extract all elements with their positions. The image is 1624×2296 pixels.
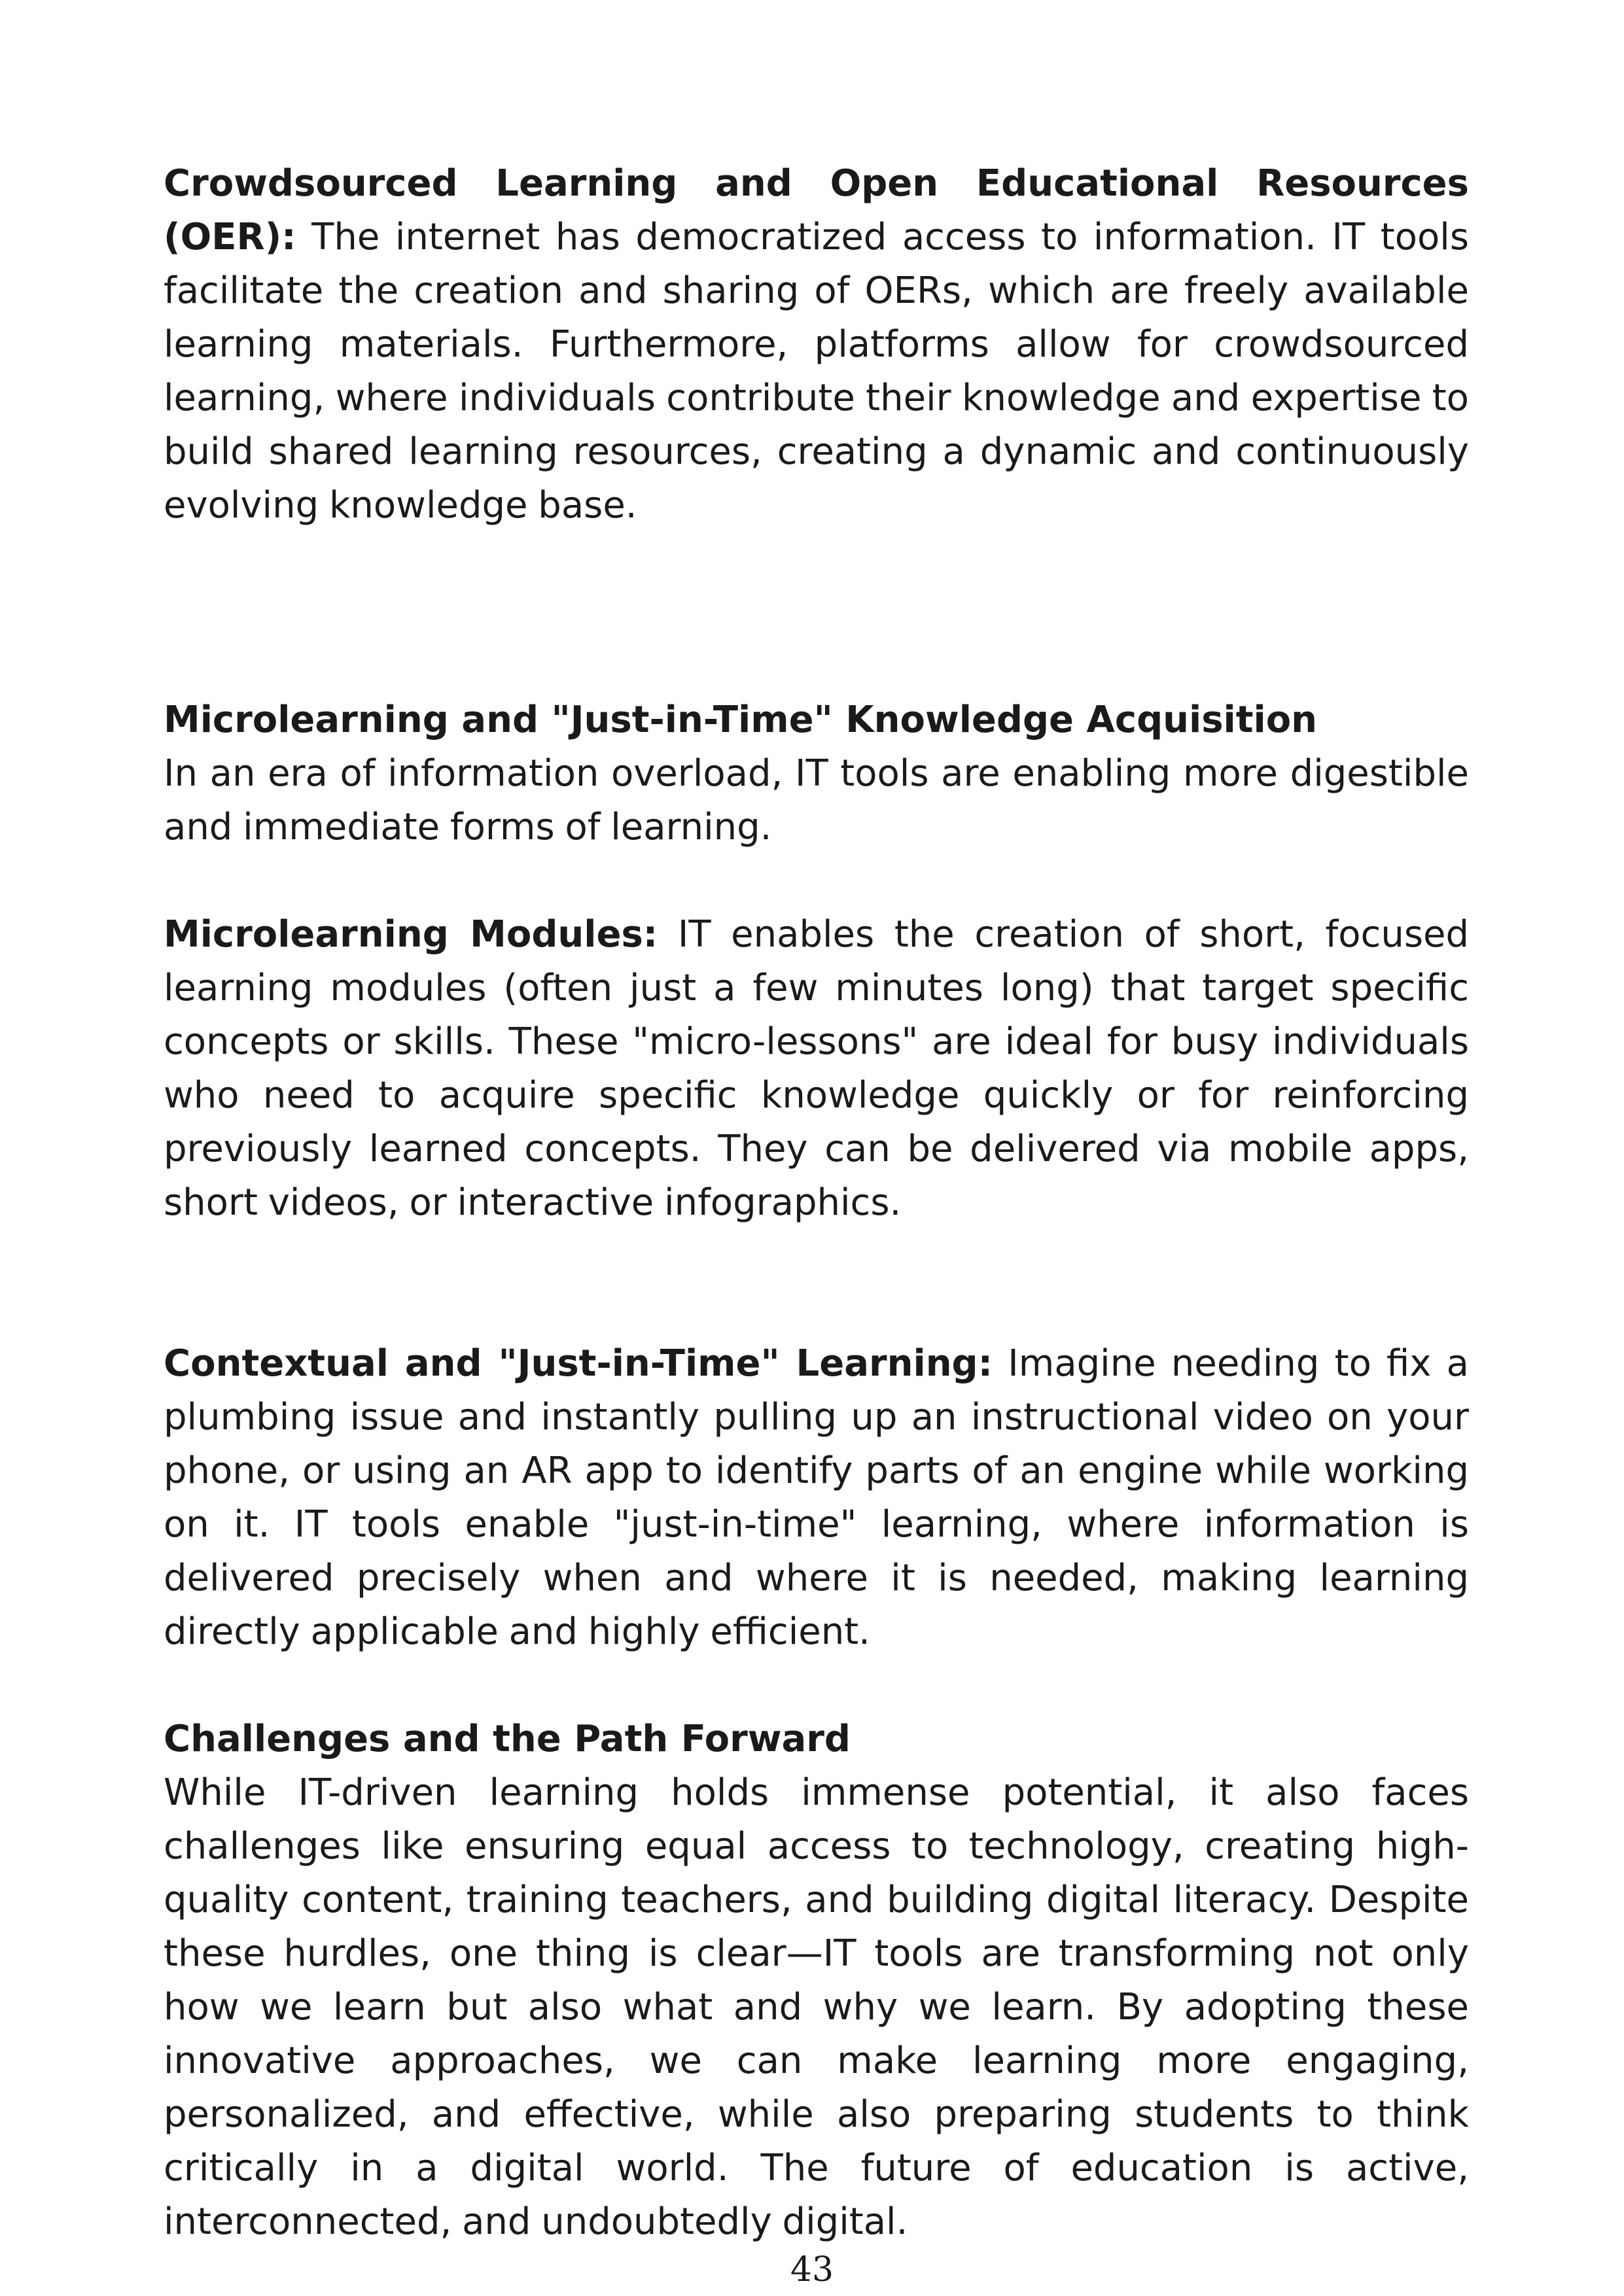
heading-microlearning: Microlearning and "Just-in-Time" Knowledge Acquisition xyxy=(164,699,1318,741)
paragraph-microlearning-intro: In an era of information overload, IT tools are enabling more digestible and immediate forms of learning. xyxy=(164,752,1469,848)
document-page xyxy=(164,157,1469,2249)
lead-crowdsourced-oer: Crowdsourced Learning and Open Educational Resources (OER): xyxy=(164,162,1469,258)
paragraph-crowdsourced-oer xyxy=(164,157,1469,532)
lead-microlearning-modules: Microlearning Modules: xyxy=(164,913,658,956)
body-crowdsourced-oer: The internet has democratized access to information. IT tools facilitate the creation and sharing of OERs, which are freely available learning materials. Furthermore, platforms allow for crowdsourced learning, where individuals contribute their knowledge and expertise to build shared learning resources, creating a dynamic and continuously evolving knowledge base. xyxy=(164,216,1469,527)
body-microlearning-modules: IT enables the creation of short, focused learning modules (often just a few minutes long) that target specific concepts or skills. These "micro-lessons" are ideal for busy individuals who need to acquire specific knowledge quickly or for reinforcing previously learned concepts. They can be delivered via mobile apps, short videos, or interactive infographics. xyxy=(164,913,1469,1224)
paragraph-challenges: While IT-driven learning holds immense potential, it also faces challenges like ensuring equal access to technology, creating high-quality content, training teachers, and building digital literacy. Despite these hurdles, one thing is clear—IT tools are transforming not only how we learn but also what and why we learn. By adopting these innovative approaches, we can make learning more engaging, personalized, and effective, while also preparing students to think critically in a digital world. The future of education is active, interconnected, and undoubtedly digital. xyxy=(164,1771,1469,2243)
paragraph-microlearning-modules xyxy=(164,908,1469,1230)
page-number: 43 xyxy=(790,2250,834,2289)
heading-challenges: Challenges and the Path Forward xyxy=(164,1718,851,1760)
lead-contextual-learning: Contextual and "Just-in-Time" Learning: xyxy=(164,1342,993,1385)
body-contextual-learning: Imagine needing to fix a plumbing issue and instantly pulling up an instructional video on your phone, or using an AR app to identify parts of an engine while working on it. IT tools enable "just-in-time" learning, where information is delivered precisely when and where it is needed, making learning directly applicable and highly efficient. xyxy=(164,1342,1469,1653)
paragraph-contextual-learning xyxy=(164,1337,1469,1659)
